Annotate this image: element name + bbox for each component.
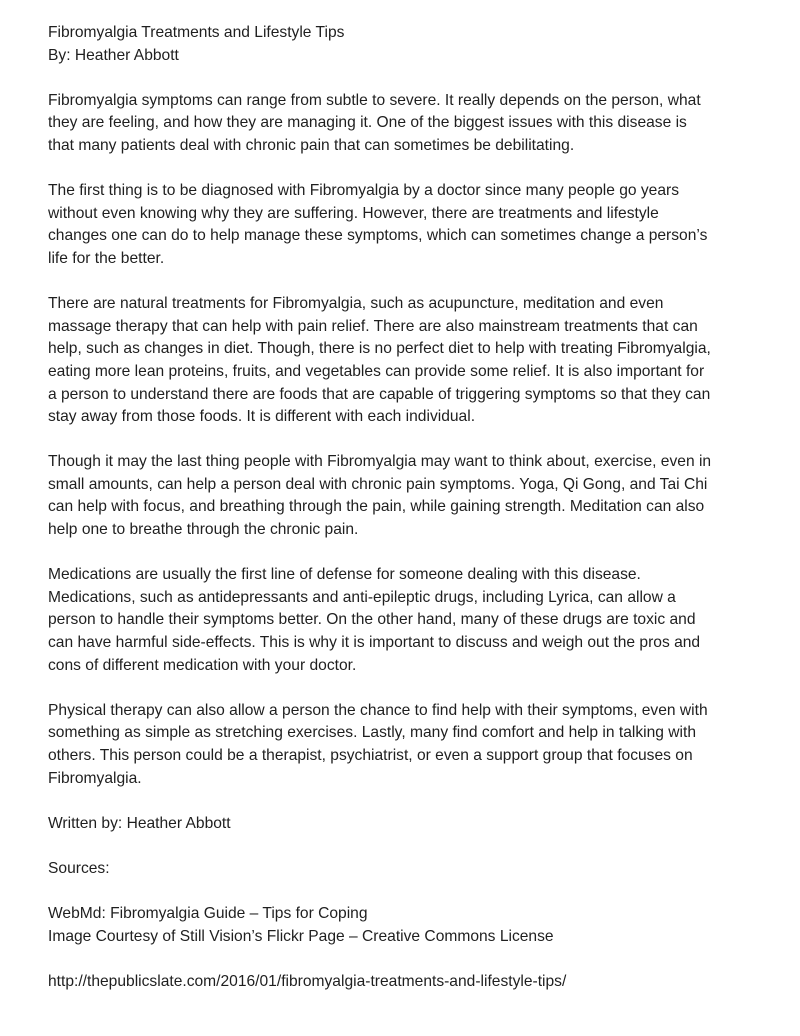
paragraph-line: Physical therapy can also allow a person the chance to find help with their symptoms, even with — [48, 701, 708, 719]
paragraph-line: Though it may the last thing people with Fibromyalgia may want to think about, exercise, even in — [48, 453, 712, 471]
paragraph-line: help one to breathe through the chronic pain. — [48, 521, 359, 539]
paragraph — [48, 90, 760, 158]
paragraph-line: others. This person could be a therapist, psychiatrist, or even a support group that focuses on — [48, 747, 693, 764]
paragraph-line: life for the better. — [48, 249, 165, 267]
paragraph — [48, 293, 760, 429]
source-url: http://thepublicslate.com/2016/01/fibromyalgia-treatments-and-lifestyle-tips/ — [48, 972, 567, 990]
paragraph-line: without even knowing why they are suffering. However, there are treatments and lifestyle — [48, 204, 659, 222]
paragraph-line: can have harmful side-effects. This is why it is important to discuss and weigh out the pros and — [48, 634, 701, 652]
paragraph-line: The first thing is to be diagnosed with Fibromyalgia by a doctor since many people go years — [48, 182, 680, 200]
source-item: WebMd: Fibromyalgia Guide – Tips for Coping — [48, 905, 368, 923]
paragraph-line: massage therapy that can help with pain relief. There are also mainstream treatments that can — [48, 317, 698, 335]
written-by: Written by: Heather Abbott — [48, 814, 231, 832]
document-title: Fibromyalgia Treatments and Lifestyle Tips — [48, 24, 345, 41]
paragraph-line: Fibromyalgia. — [48, 769, 142, 787]
paragraph-line: cons of different medication with your doctor. — [48, 656, 357, 674]
paragraph-line: eating more lean proteins, fruits, and vegetables can provide some relief. It is also important for — [48, 362, 705, 380]
article-body — [48, 90, 760, 790]
paragraph-line: something as simple as stretching exercises. Lastly, many find comfort and help in talking with — [48, 724, 697, 742]
sources-list — [48, 903, 760, 948]
paragraph-line: can help with focus, and breathing through the pain, while gaining strength. Meditation can also — [48, 498, 705, 516]
document-header — [48, 22, 760, 67]
paragraph-line: Medications, such as antidepressants and anti-epileptic drugs, including Lyrica, can allow a — [48, 588, 676, 606]
paragraph-line: Fibromyalgia symptoms can range from subtle to severe. It really depends on the person, what — [48, 91, 701, 109]
paragraph-line: help, such as changes in diet. Though, there is no perfect diet to help with treating Fibromyalgia, — [48, 340, 711, 358]
paragraph — [48, 564, 760, 677]
paragraph-line: There are natural treatments for Fibromyalgia, such as acupuncture, meditation and even — [48, 295, 664, 313]
sources-label: Sources: — [48, 859, 110, 877]
paragraph-line: that many patients deal with chronic pain that can sometimes be debilitating. — [48, 136, 575, 154]
paragraph-line: they are feeling, and how they are managing it. One of the biggest issues with this disease is — [48, 114, 687, 132]
paragraph-line: person to handle their symptoms better. On the other hand, many of these drugs are toxic and — [48, 611, 696, 629]
paragraph-line: Medications are usually the first line of defense for someone dealing with this disease. — [48, 566, 641, 584]
paragraph-line: a person to understand there are foods that are capable of triggering symptoms so that they can — [48, 385, 711, 403]
paragraph — [48, 180, 760, 270]
paragraph — [48, 700, 760, 790]
paragraph-line: changes one can do to help manage these symptoms, which can sometimes change a person’s — [48, 227, 708, 245]
document — [48, 22, 760, 1016]
source-item: Image Courtesy of Still Vision’s Flickr Page – Creative Commons License — [48, 927, 554, 945]
byline: By: Heather Abbott — [48, 46, 179, 64]
paragraph-line: stay away from those foods. It is different with each individual. — [48, 408, 476, 426]
paragraph — [48, 451, 760, 541]
paragraph-line: small amounts, can help a person deal with chronic pain symptoms. Yoga, Qi Gong, and Tai Chi — [48, 475, 708, 493]
